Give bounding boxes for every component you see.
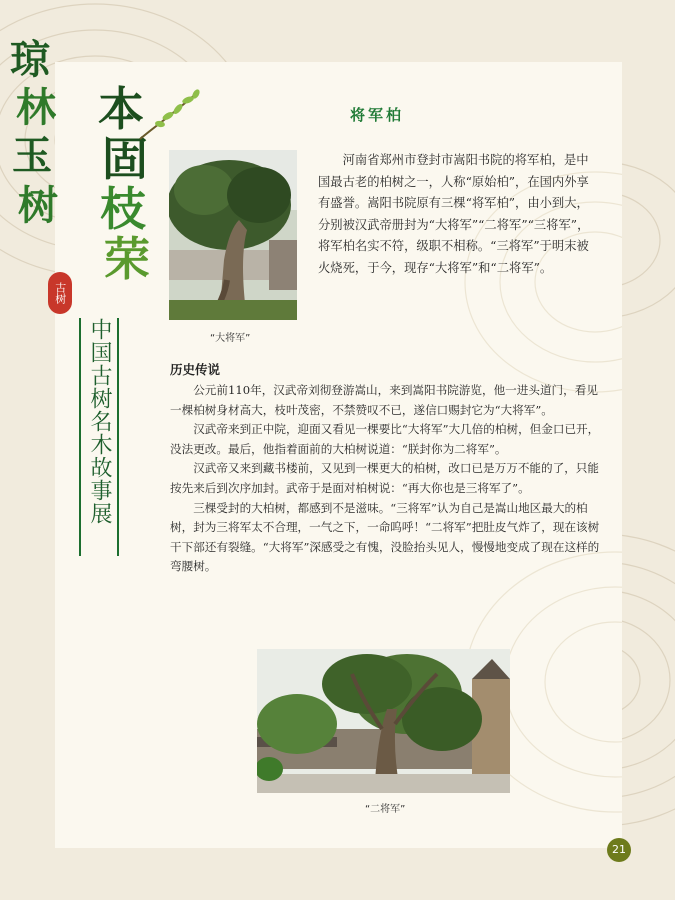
article-title: 将军柏 — [350, 106, 405, 124]
exhibition-side-title — [79, 318, 119, 556]
history-paragraph: 汉武帝来到正中院，迎面又看见一棵要比“大将军”大几倍的柏树，但金口已开，没法更改。最后，他指着面前的大柏树说道：“朕封你为二将军”。 — [170, 422, 600, 456]
photo-da-jiangjun — [169, 150, 297, 320]
page-number: 21 — [607, 838, 631, 862]
tree-photo-image — [169, 150, 297, 320]
side-title-text: 中国古树名木故事展 — [87, 318, 112, 525]
seal-stamp: 古树 — [48, 272, 72, 314]
masthead-line2-char1: 本 — [98, 82, 144, 136]
masthead-line1-char3: 玉 — [12, 133, 52, 179]
history-heading: 历史传说 — [170, 362, 221, 377]
history-text-block — [170, 381, 600, 577]
masthead-line2-char2: 固 — [102, 132, 148, 186]
masthead-line2-char3: 枝 — [100, 182, 146, 236]
photo-er-jiangjun — [257, 649, 510, 793]
history-paragraph: 三棵受封的大柏树，都感到不是滋味。“三将军”认为自己是嵩山地区最大的柏树，封为三将军太不合理，一气之下，一命呜呼！“二将军”把肚皮气炸了，现在该树干下部还有裂缝。“大将军”深感受之有愧，没脸抬头见人，慢慢地变成了现在这样的弯腰树。 — [170, 500, 600, 574]
history-paragraph: 公元前110年，汉武帝刘彻登游嵩山，来到嵩阳书院游览，他一进头道门，看见一棵柏树身材高大，枝叶茂密，不禁赞叹不已，遂信口赐封它为“大将军”。 — [170, 383, 598, 417]
photo-caption-top: “大将军” — [210, 333, 251, 344]
masthead-line1-char1: 琼 — [10, 37, 50, 83]
intro-text-block — [318, 150, 600, 279]
history-paragraph: 汉武帝又来到藏书楼前，又见到一棵更大的柏树，改口已是万万不能的了，只能按先来后到次序加封。武帝于是面对柏树说：“再大你也是三将军了”。 — [170, 461, 599, 495]
intro-paragraph: 河南省郑州市登封市嵩阳书院的将军柏，是中国最古老的柏树之一，人称“原始柏”，在国内外享有盛誉。嵩阳书院原有三棵“将军柏”，由小到大，分别被汉武帝册封为“大将军”“二将军”“三将军”，将军柏名实不符，级职不相称。“三将军”于明末被火烧死，于今，现存“大将军”和“二将军”。 — [318, 153, 590, 275]
photo-caption-bottom: “二将军” — [365, 804, 406, 815]
masthead-line1-char4: 树 — [18, 183, 58, 229]
tree-photo-image — [257, 649, 510, 793]
masthead-line2-char4: 荣 — [104, 232, 150, 286]
branch-icon — [138, 84, 208, 144]
masthead-line1-char2: 林 — [16, 85, 56, 131]
